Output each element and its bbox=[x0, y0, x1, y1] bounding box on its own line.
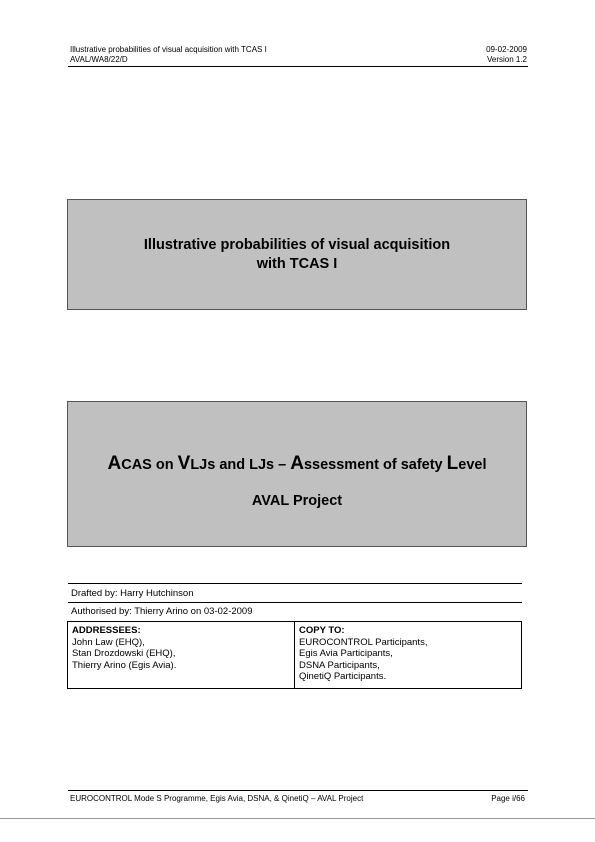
distribution-table bbox=[67, 621, 522, 689]
project-title-text: LJs and LJs – bbox=[190, 457, 291, 473]
project-title-cap: V bbox=[177, 453, 191, 474]
footer-rule bbox=[68, 790, 528, 791]
copy-to-item: Egis Avia Participants, bbox=[299, 648, 393, 659]
page-bottom-edge bbox=[0, 818, 595, 819]
addressee-item: Thierry Arino (Egis Avia). bbox=[72, 659, 177, 671]
authorised-rule-top bbox=[68, 602, 522, 603]
addressees-column bbox=[68, 622, 294, 688]
header-doc-title: Illustrative probabilities of visual acquisition with TCAS I bbox=[70, 45, 267, 54]
title-box bbox=[67, 199, 527, 310]
header-version: Version 1.2 bbox=[486, 55, 527, 64]
header-reference: AVAL/WA8/22/D bbox=[70, 55, 128, 64]
footer-left: EUROCONTROL Mode S Programme, Egis Avia, DSNA, & QinetiQ – AVAL Project bbox=[70, 794, 364, 803]
addressee-item: Stan Drozdowski (EHQ), bbox=[72, 648, 176, 659]
project-title-text: evel bbox=[458, 457, 487, 473]
copy-to-heading: COPY TO: bbox=[299, 625, 345, 636]
project-title bbox=[68, 453, 526, 475]
header-right bbox=[486, 45, 527, 65]
addressee-item: John Law (EHQ), bbox=[72, 636, 145, 648]
title-line-2: with TCAS I bbox=[256, 255, 338, 272]
copy-to-item: DSNA Participants, bbox=[299, 659, 380, 671]
header-left bbox=[70, 45, 267, 65]
copy-to-item: EUROCONTROL Participants, bbox=[299, 636, 428, 648]
project-title-text: CAS on bbox=[121, 457, 178, 473]
addressees-heading: ADDRESSEES: bbox=[72, 625, 141, 636]
authorised-by: Authorised by: Thierry Arino on 03-02-2009 bbox=[71, 606, 253, 617]
drafted-rule-top bbox=[68, 583, 522, 584]
project-title-cap: L bbox=[446, 453, 459, 474]
project-subtitle: AVAL Project bbox=[251, 493, 343, 509]
copy-to-item: QinetiQ Participants. bbox=[299, 671, 387, 682]
project-box bbox=[67, 401, 527, 547]
header-date: 09-02-2009 bbox=[486, 45, 527, 54]
header-rule bbox=[68, 66, 528, 67]
project-title-cap: A bbox=[290, 453, 304, 474]
drafted-by: Drafted by: Harry Hutchinson bbox=[71, 588, 194, 599]
project-title-cap: A bbox=[107, 453, 122, 474]
footer-page-number: Page i/66 bbox=[491, 794, 525, 803]
title-line-1: Illustrative probabilities of visual acquisition bbox=[143, 236, 451, 253]
copy-to-column bbox=[294, 622, 521, 688]
project-title-text: ssessment of safety bbox=[303, 457, 447, 473]
